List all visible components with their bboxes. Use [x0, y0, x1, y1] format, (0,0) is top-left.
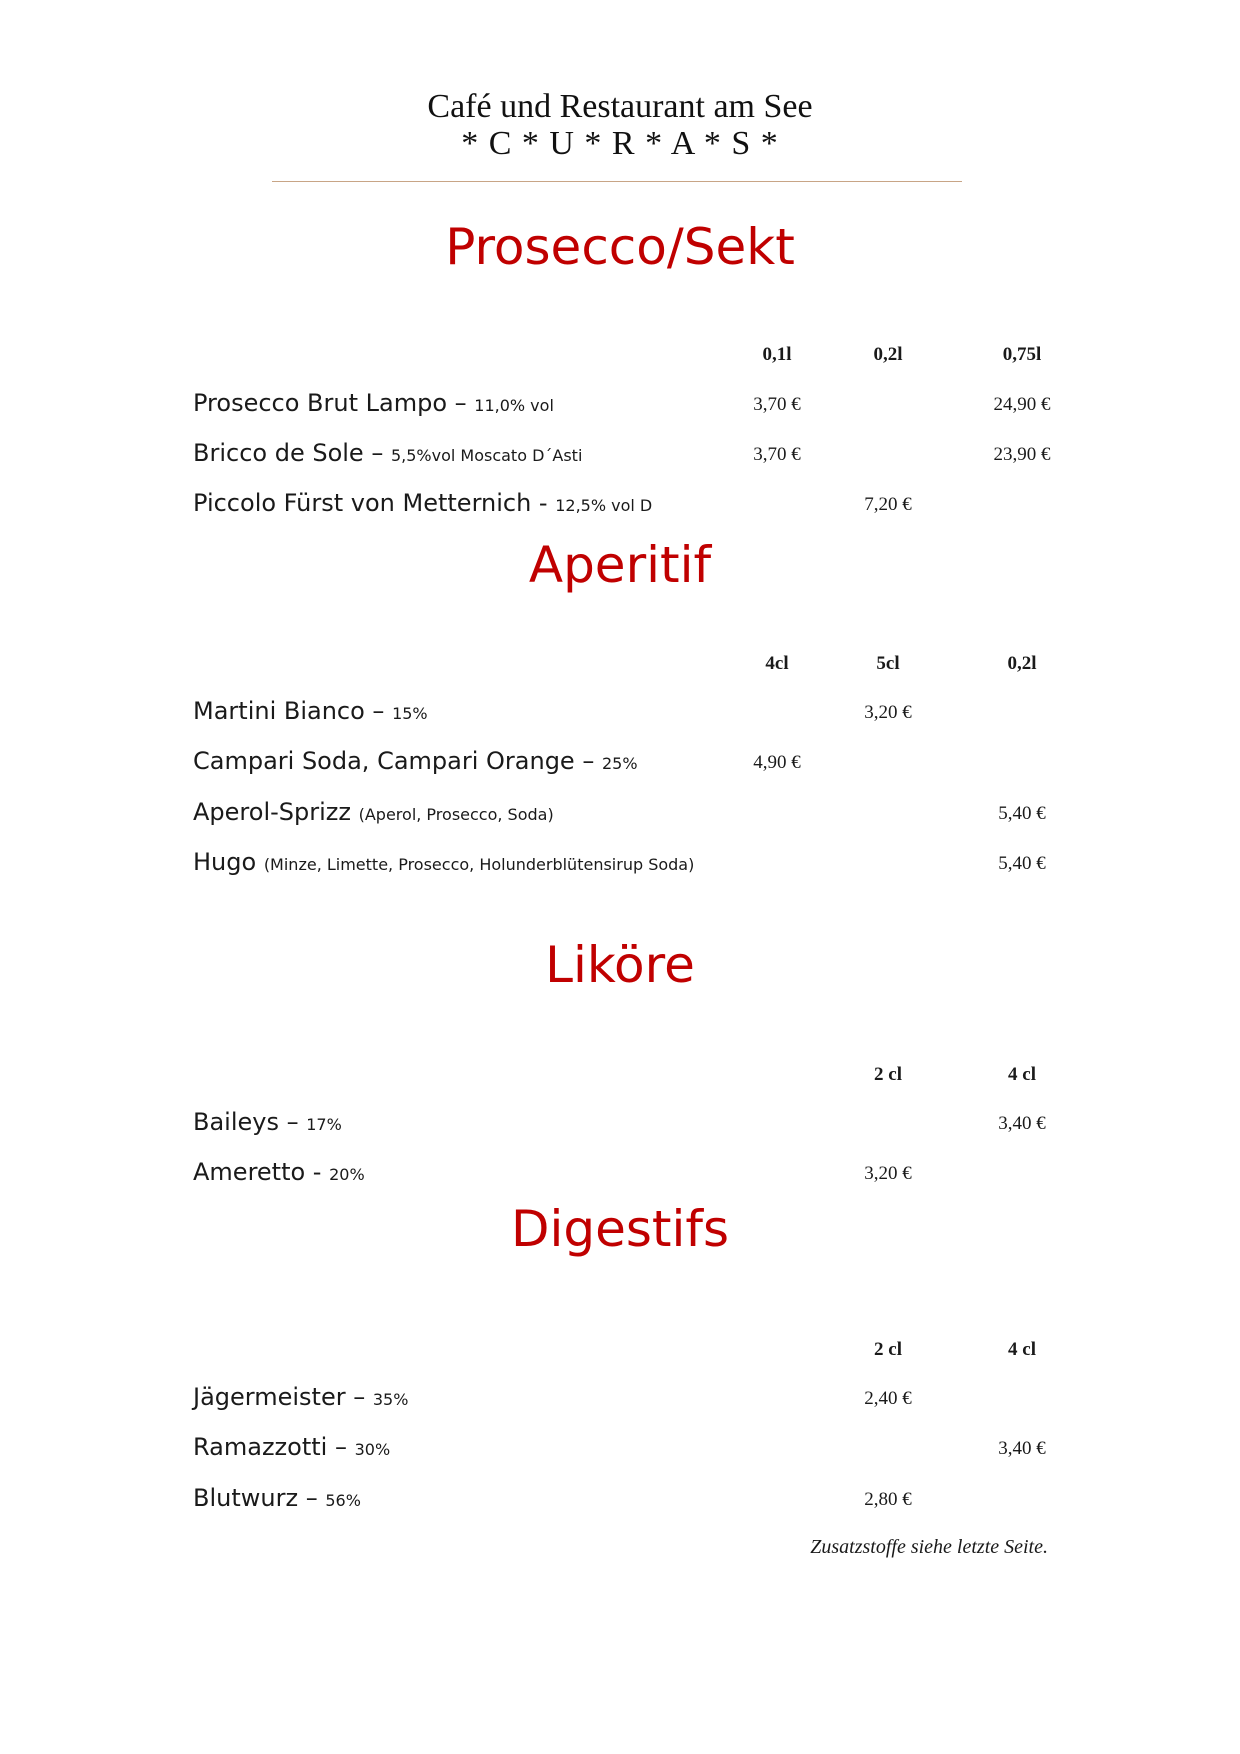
- menu-item: [193, 489, 652, 517]
- menu-item: [193, 848, 694, 876]
- item-detail: 17%: [306, 1115, 342, 1134]
- item-price: 7,20 €: [864, 494, 912, 515]
- item-price: 3,40 €: [998, 1113, 1046, 1134]
- item-detail: 5,5%vol Moscato D´Asti: [390, 446, 583, 465]
- item-price: 2,80 €: [864, 1489, 912, 1510]
- item-name: Piccolo Fürst von Metternich -: [193, 489, 556, 517]
- column-header: 4 cl: [1008, 1339, 1036, 1360]
- item-name: Martini Bianco –: [193, 697, 393, 725]
- section-title-prosecco: Prosecco/Sekt: [445, 218, 795, 276]
- menu-item: [193, 1433, 390, 1461]
- menu-item: [193, 747, 638, 775]
- item-name: Campari Soda, Campari Orange –: [193, 747, 602, 775]
- menu-item: [193, 1108, 342, 1136]
- item-detail: 35%: [372, 1390, 409, 1409]
- item-price: 3,20 €: [864, 1163, 912, 1184]
- additives-footnote: Zusatzstoffe siehe letzte Seite.: [810, 1536, 1048, 1558]
- item-price: 3,20 €: [864, 702, 912, 723]
- menu-item: [193, 1383, 408, 1411]
- column-header: 4 cl: [1008, 1064, 1036, 1085]
- item-detail: 12,5% vol D: [555, 496, 653, 515]
- header-divider: [272, 181, 962, 182]
- column-header: 2 cl: [874, 1339, 902, 1360]
- item-price: 3,70 €: [753, 444, 801, 465]
- item-price: 5,40 €: [998, 803, 1046, 824]
- item-name: Prosecco Brut Lampo –: [193, 389, 475, 417]
- item-detail: (Minze, Limette, Prosecco, Holunderblütensirup Soda): [263, 855, 695, 874]
- item-detail: 25%: [601, 754, 638, 773]
- item-price: 3,70 €: [753, 394, 801, 415]
- column-header: 0,2l: [1007, 653, 1037, 674]
- item-price: 24,90 €: [993, 394, 1051, 415]
- section-title-likoere: Liköre: [545, 936, 695, 994]
- section-title-aperitif: Aperitif: [528, 536, 712, 594]
- menu-item: [193, 1158, 365, 1186]
- item-price: 2,40 €: [864, 1388, 912, 1409]
- item-price: 3,40 €: [998, 1438, 1046, 1459]
- column-header: 0,2l: [873, 344, 903, 365]
- section-title-digestifs: Digestifs: [510, 1200, 730, 1258]
- restaurant-brand: * C * U * R * A * S *: [461, 125, 779, 162]
- menu-item: [193, 798, 554, 826]
- column-header: 0,1l: [762, 344, 792, 365]
- item-name: Bricco de Sole –: [193, 439, 391, 467]
- item-name: Baileys –: [193, 1108, 307, 1136]
- restaurant-name: Café und Restaurant am See: [427, 88, 813, 125]
- item-price: 4,90 €: [753, 752, 801, 773]
- item-price: 23,90 €: [993, 444, 1051, 465]
- item-name: Jägermeister –: [193, 1383, 373, 1411]
- item-detail: 56%: [325, 1491, 361, 1510]
- item-name: Ameretto -: [193, 1158, 330, 1186]
- item-name: Ramazzotti –: [193, 1433, 355, 1461]
- item-detail: 15%: [392, 704, 428, 723]
- item-price: 5,40 €: [998, 853, 1046, 874]
- column-header: 5cl: [876, 653, 900, 674]
- item-detail: (Aperol, Prosecco, Soda): [358, 805, 554, 824]
- column-header: 4cl: [765, 653, 789, 674]
- menu-item: [193, 1484, 361, 1512]
- item-name: Hugo: [193, 848, 264, 876]
- item-detail: 11,0% vol: [474, 396, 554, 415]
- menu-item: [193, 697, 428, 725]
- column-header: 2 cl: [874, 1064, 902, 1085]
- item-detail: 30%: [354, 1440, 391, 1459]
- menu-item: [193, 389, 554, 417]
- item-name: Aperol-Sprizz: [193, 798, 359, 826]
- item-detail: 20%: [329, 1165, 365, 1184]
- item-name: Blutwurz –: [193, 1484, 326, 1512]
- menu-item: [193, 439, 582, 467]
- column-header: 0,75l: [1002, 344, 1042, 365]
